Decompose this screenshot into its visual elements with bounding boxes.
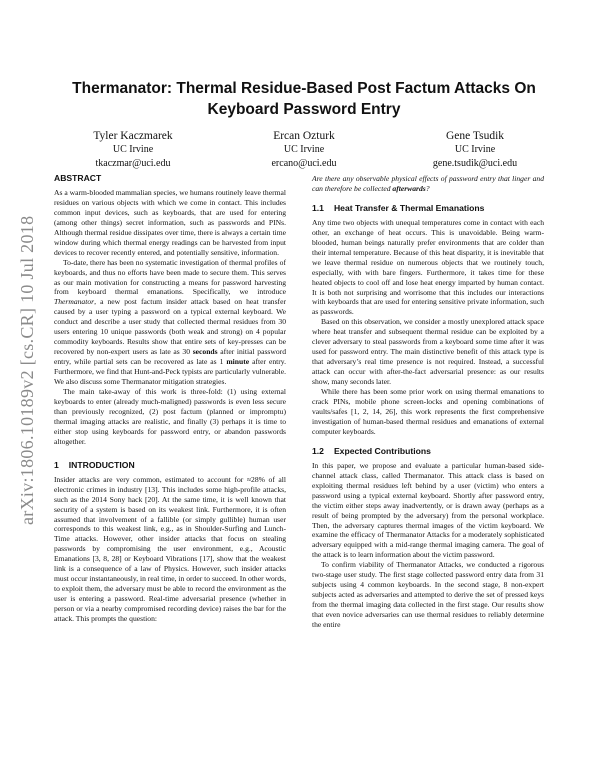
- author-name: Ercan Ozturk: [273, 130, 335, 142]
- author-block: [400, 129, 550, 171]
- section-paragraph: Any time two objects with unequal temperatures come in contact with each other, an exchange of heat occurs. This is unavoidable. Being warm-blooded, human beings naturally prefer environments that are colder than their internal temperature. Because of this heat disparity, it is inevitable that we leave thermal residue on numerous objects that we routinely touch, especially, with with bare fingers. Furthermore, it takes time for these heated objects to cool off and lose heat energy imparted by human contact. It is both not surprising and worrisome that this includes our interactions with keyboards that are used for entering sensitive private information, such as passwords.: [312, 217, 544, 317]
- author-block: [229, 129, 379, 171]
- title-line1: : Thermal Residue-Based Post Factum Attacks On: [166, 80, 536, 97]
- section-paragraph: Based on this observation, we consider a mostly unexplored attack space where heat transfer and subsequent thermal residue can be exploited by a clever adversary to steal passwords from a keyboard some time after it was used for password entry. The main distinctive benefit of this attack type is that adversary’s real time presence is not required. Instead, a successful attack can occur with after-the-fact adversarial presence: as our results show, many seconds later.: [312, 317, 544, 387]
- author-affiliation: UC Irvine: [112, 144, 154, 155]
- author-email: gene.tsudik@uci.edu: [432, 158, 518, 169]
- section-heading-heat-transfer: 1.1 Heat Transfer & Thermal Emanations: [312, 202, 485, 213]
- section-heading-contributions: 1.2 Expected Contributions: [312, 445, 431, 456]
- title-line2: Keyboard Password Entry: [207, 101, 401, 118]
- section-paragraph: In this paper, we propose and evaluate a particular human-based side-channel attack class, called Thermanator. This attack class is based on exploiting thermal residues left behind by a user (victim) who enters a password using a typical external keyboard. Shortly after password entry, the victim either steps away inadvertently, or is drawn away (perhaps as a result of being prompted by the adversary) from the personal workplace. Then, the adversary captures thermal images of the victim keyboard. We examine the efficacy of Thermanator Attacks for a moderately sophisticated adversary equipped with a mid-range thermal imaging camera. The goal of the attack is to learn information about the victim password.: [312, 460, 544, 560]
- intro-paragraph: Insider attacks are very common, estimated to account for ≈28% of all electronic crimes in industry [13]. This includes some high-profile attacks, such as the 2014 Sony hack [20]. At the same time, it is well known that security of a system is based on its weakest link. Furthermore, it is often assumed that involvement of a fallible (or simply gullible) human user corresponds to this weakest link, e.g., as in Shoulder-Surfing and Lunch-Time attacks. However, other insider attacks that focus on stealing passwords by compromising the user environment, e.g., Acoustic Emanations [3, 8, 28] or Keyboard Vibrations [17], show that the weakest link is a consequence of a law of Physics. However, such insider attacks must occur instantaneously, in real time, in order to succeed. In other words, to exploit them, the adversary must be able to record the environment as the user is entering a password. Real-time adversarial presence (whether in person or via a nearby compromised recording device) raises the bar for the attack. This prompts the question:: [54, 474, 286, 624]
- section-heading-introduction: 1 INTRODUCTION: [54, 459, 135, 470]
- author-name: Tyler Kaczmarek: [93, 130, 173, 142]
- author-affiliation: UC Irvine: [454, 144, 496, 155]
- paper-title: [70, 78, 538, 120]
- abstract-paragraph: As a warm-blooded mammalian species, we humans routinely leave thermal residues on various objects with which we come in contact. This includes common input devices, such as keyboards, that are used for entering (among other things) secret information, such as passwords and PINs. Although thermal residue dissipates over time, there is always a certain time window during which thermal energy readings can be harvested from input devices to recover recently entered, and potentially sensitive, information.: [54, 187, 286, 257]
- abstract-paragraph: To-date, there has been no systematic investigation of thermal profiles of keyboards, and thus no efforts have been made to secure them. This serves as our main motivation for constructing a means for password harvesting from keyboard thermal emanations. Specifically, we introduce Thermanator, a new post factum insider attack based on heat transfer caused by a user typing a password on a typical external keyboard. We conduct and describe a user study that collected thermal residues from 30 users entering 10 unique passwords (both weak and strong) on 4 popular commodity keyboards. Results show that entire sets of key-presses can be recovered by non-expert users as late as 30 seconds after initial password entry, while partial sets can be recovered as late as 1 minute after entry. Furthermore, we find that Hunt-and-Peck typists are particularly vulnerable. We also discuss some Thermanator mitigation strategies.: [54, 257, 286, 387]
- abstract-paragraph: The main take-away of this work is three-fold: (1) using external keyboards to enter (already much-maligned) passwords is even less secure than previously recognized, (2) post factum (planned or impromptu) thermal imaging attacks are realistic, and finally (3) perhaps it is time to either stop using keyboards for password entry, or abandon passwords altogether.: [54, 387, 286, 446]
- section-paragraph: While there has been some prior work on using thermal emanations to crack PINs, mobile phone screen-locks and opening combinations of vaults/safes [1, 2, 14, 26], this work represents the first comprehensive investigation of human-based thermal residues and emanations of external computer keyboards.: [312, 387, 544, 436]
- author-email: tkaczmar@uci.edu: [95, 158, 171, 169]
- arxiv-identifier-stamp: arXiv:1806.10189v2 [cs.CR] 10 Jul 2018: [17, 215, 37, 525]
- left-column: [54, 174, 286, 624]
- abstract-heading: ABSTRACT: [54, 173, 102, 183]
- title-brand: Thermanator: [72, 80, 167, 97]
- author-name: Gene Tsudik: [445, 130, 505, 142]
- right-column: [312, 174, 544, 630]
- author-block: [58, 129, 208, 171]
- author-list: [58, 129, 550, 171]
- author-affiliation: UC Irvine: [283, 144, 325, 155]
- author-email: ercano@uci.edu: [271, 158, 337, 169]
- section-paragraph: To confirm viability of Thermanator Attacks, we conducted a rigorous two-stage user study. The first stage collected password entry data from 31 subjects using 4 common keyboards. In the second stage, 8 non-expert subjects acted as adversaries and attempted to derive the set of pressed keys from the thermal imaging data collected in the first stage. Our results show that even novice adversaries can use thermal residues to reliably determine the entire: [312, 560, 544, 630]
- research-question: Are there any observable physical effects of password entry that linger and can therefore be collected afterwards?: [312, 174, 544, 193]
